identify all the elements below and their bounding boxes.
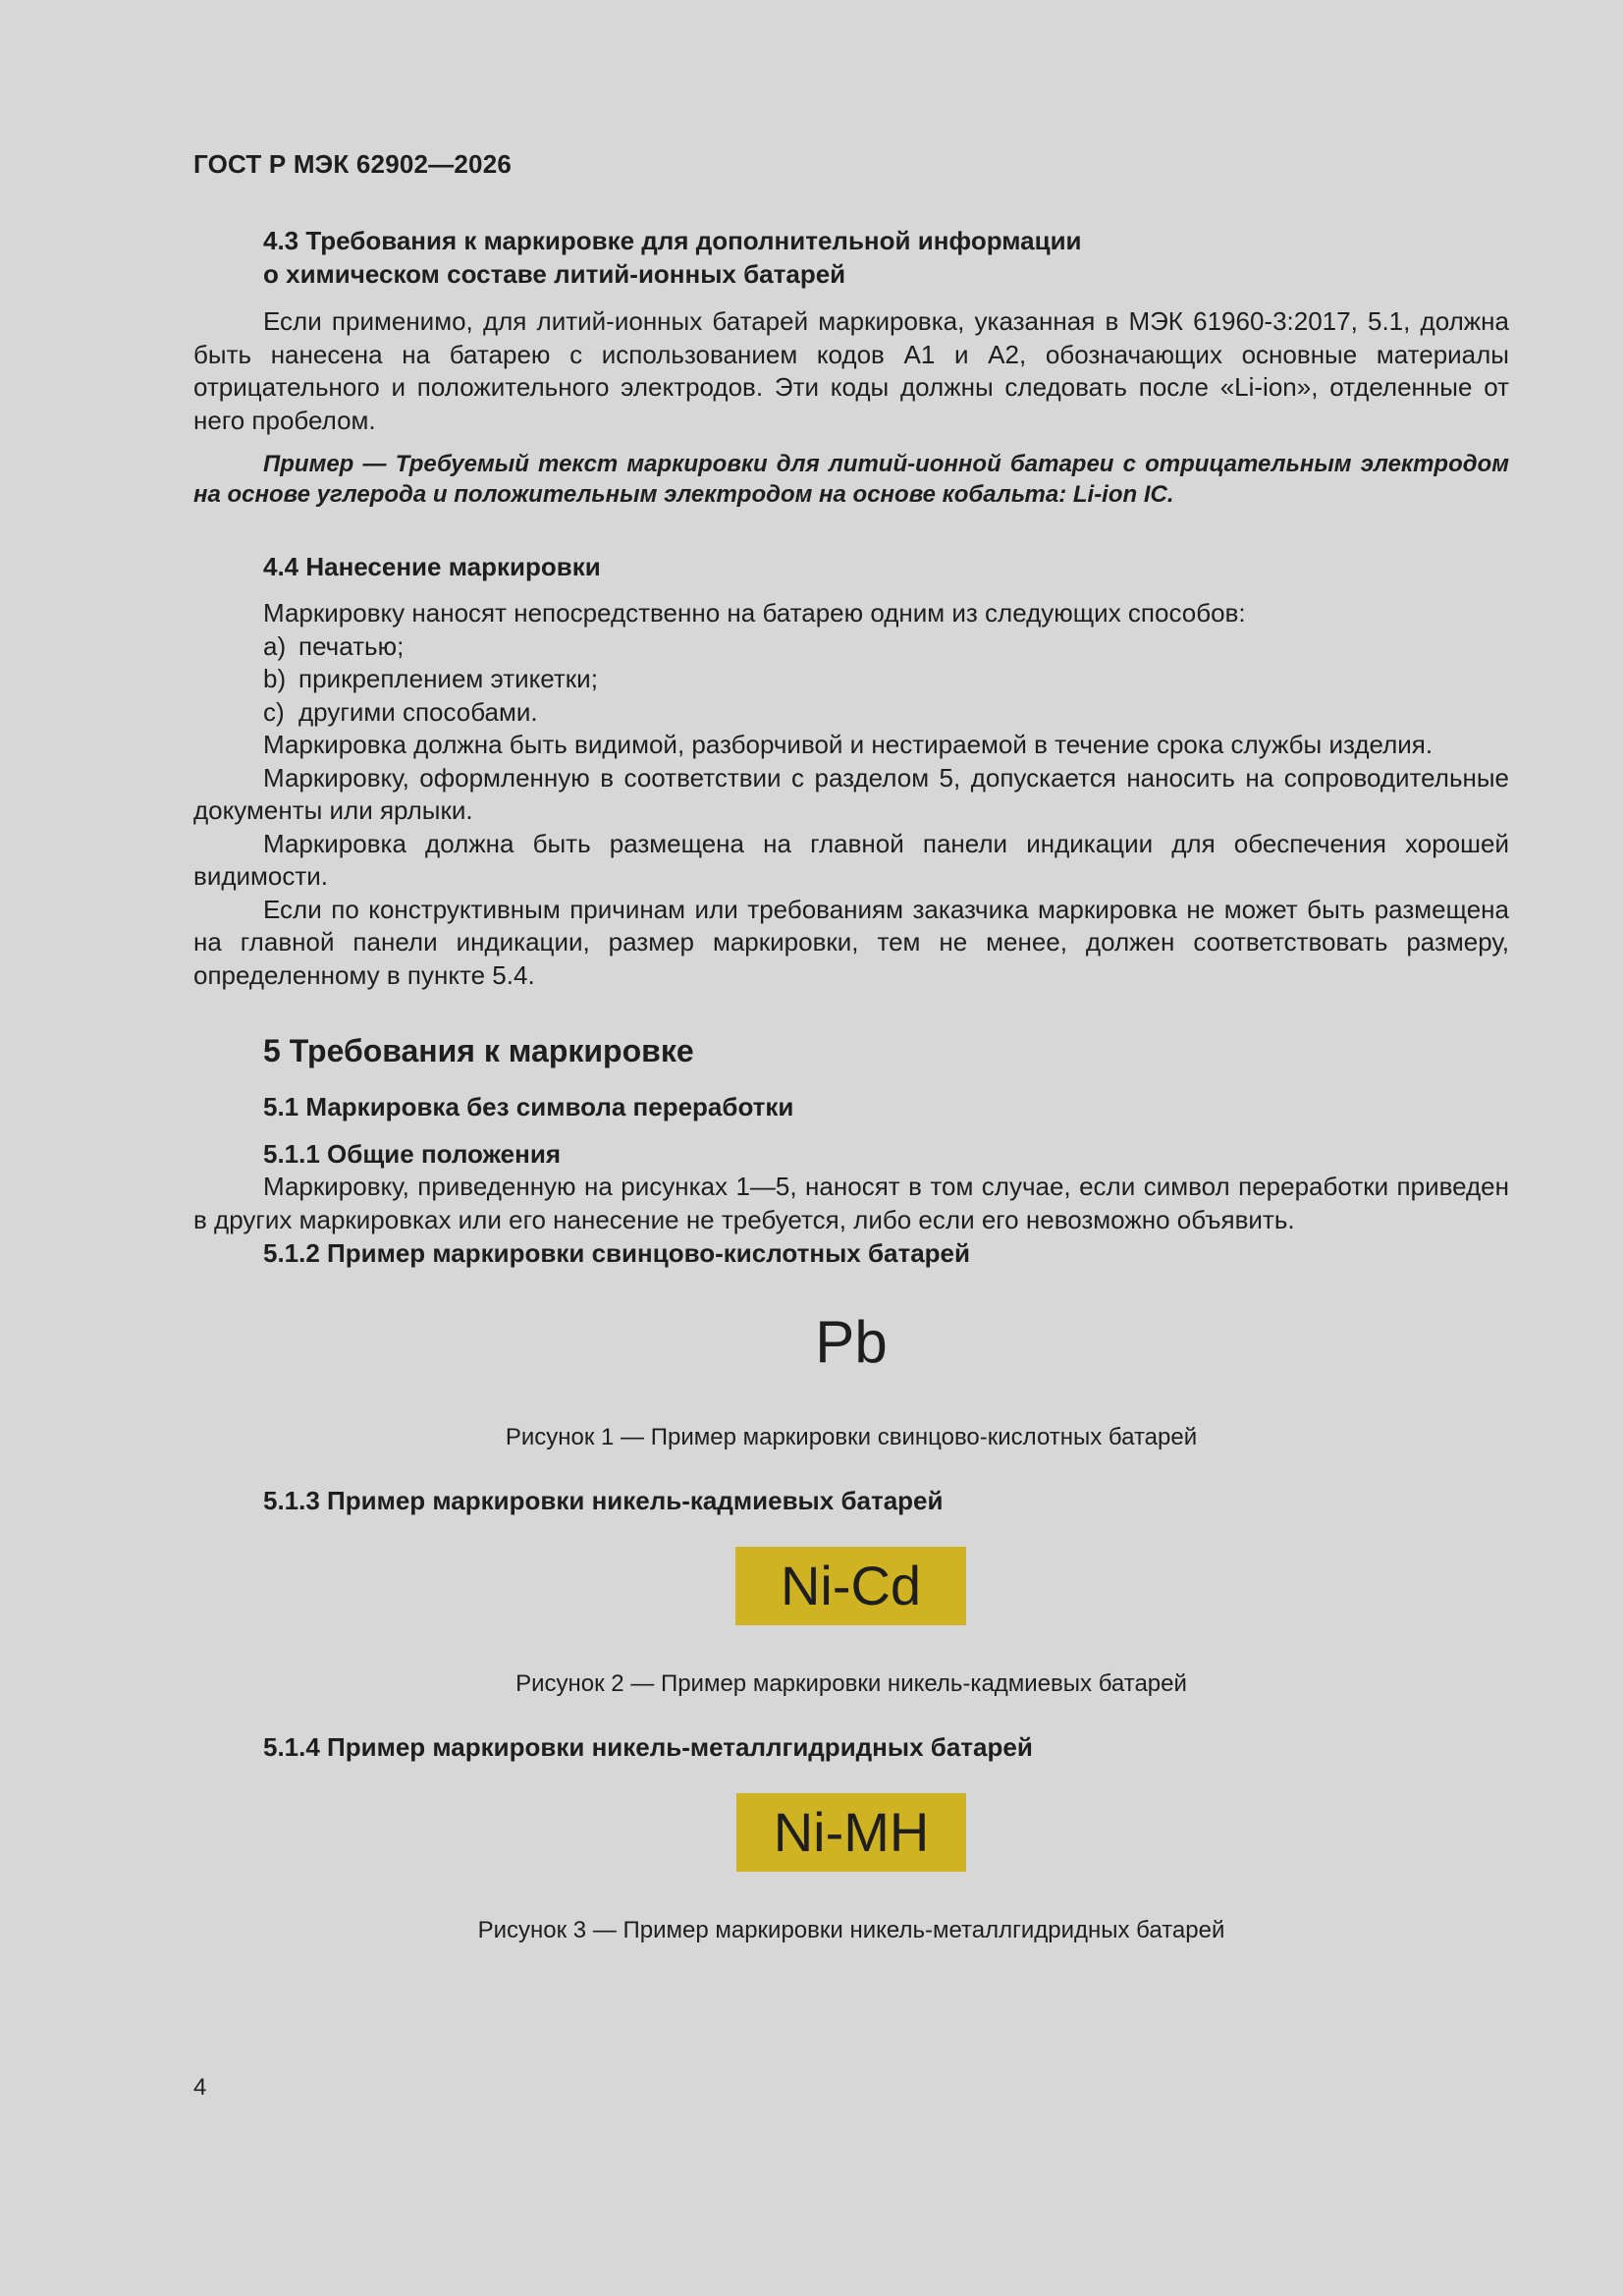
document-page [193, 0, 1509, 2296]
section-5-1-3-title: 5.1.3 Пример маркировки никель-кадмиевых батарей [263, 1486, 944, 1515]
section-5 [193, 1031, 1509, 1270]
figure-3-caption: Рисунок 3 — Пример маркировки никель-металлгидридных батарей [477, 1917, 1225, 1943]
figure-1-caption: Рисунок 1 — Пример маркировки свинцово-кислотных батарей [505, 1424, 1198, 1450]
list-item-marker: b) [263, 664, 287, 693]
document-id: ГОСТ Р МЭК 62902—2026 [193, 149, 513, 179]
section-5-1-4 [193, 1730, 1509, 1764]
list-item-text: другими способами. [298, 696, 538, 727]
section-5-1-4-title: 5.1.4 Пример маркировки никель-металлгидридных батарей [263, 1732, 1033, 1762]
section-4-3-title-line2: о химическом составе литий-ионных батарей [263, 259, 846, 289]
list-item-marker: c) [263, 696, 285, 727]
list-item [193, 696, 1509, 730]
section-4-4-para3: Маркировка должна быть размещена на главной панели индикации для обеспечения хорошей видимости. [193, 828, 1509, 891]
section-4-3-title-line1: 4.3 Требования к маркировке для дополнительной информации [263, 226, 1082, 255]
list-item-marker: a) [263, 630, 287, 661]
section-5-1-3 [193, 1484, 1509, 1517]
figure-1-mark: Pb [815, 1309, 888, 1375]
figure-3-mark: Ni-MH [736, 1793, 966, 1872]
section-4-4-title: 4.4 Нанесение маркировки [263, 552, 601, 581]
section-4-4 [193, 550, 1509, 992]
list-item-text: прикреплением этикетки; [298, 664, 598, 693]
page-number: 4 [193, 2074, 207, 2101]
section-5-1-2-title: 5.1.2 Пример маркировки свинцово-кислотных батарей [263, 1238, 971, 1268]
section-4-4-para1: Маркировка должна быть видимой, разборчивой и нестираемой в течение срока службы изделия. [263, 730, 1434, 759]
section-4-4-intro: Маркировку наносят непосредственно на батарею одним из следующих способов: [263, 598, 1246, 628]
section-4-4-para4: Если по конструктивным причинам или требованиям заказчика маркировка не может быть размещена на главной панели индикации, размер маркировки, тем не менее, должен соответствовать размеру, определенному в пункте 5.4. [193, 894, 1509, 990]
section-4-4-para2: Маркировку, оформленную в соответствии с разделом 5, допускается наносить на сопроводительные документы или ярлыки. [193, 762, 1509, 825]
section-4-3-example: Пример — Требуемый текст маркировки для литий-ионной батареи с отрицательным электродом на основе углерода и положительным электродом на основе кобальта: Li-ion IC. [193, 451, 1509, 508]
section-5-title: 5 Требования к маркировке [263, 1033, 694, 1068]
figure-2-mark: Ni-Cd [735, 1547, 966, 1625]
section-5-1-title: 5.1 Маркировка без символа переработки [263, 1092, 794, 1121]
figure-2-caption: Рисунок 2 — Пример маркировки никель-кадмиевых батарей [515, 1670, 1187, 1697]
section-5-1-1-paragraph: Маркировку, приведенную на рисунках 1—5, наносят в том случае, если символ переработки приведен в других маркировках или его нанесение не требуется, либо если его невозможно объявить. [193, 1172, 1509, 1234]
section-4-3 [193, 224, 1509, 510]
list-item-text: печатью; [298, 630, 405, 661]
section-4-3-paragraph: Если применимо, для литий-ионных батарей маркировка, указанная в МЭК 61960-3:2017, 5.1, должна быть нанесена на батарею с использованием кодов А1 и А2, обозначающих основные материалы отрицательного и положительного электродов. Эти коды должны следовать после «Li-ion», отделенные от него пробелом. [193, 306, 1509, 435]
section-5-1-1-title: 5.1.1 Общие положения [263, 1139, 561, 1169]
list-item [193, 630, 1509, 664]
list-item [193, 663, 1509, 696]
